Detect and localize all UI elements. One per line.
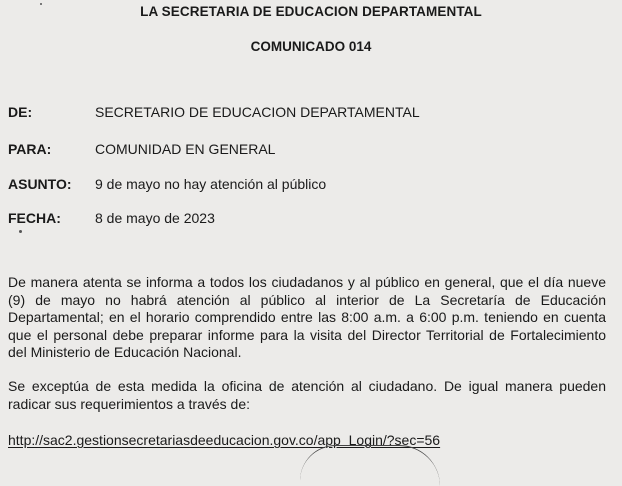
from-value: SECRETARIO DE EDUCACION DEPARTAMENTAL [95, 104, 420, 120]
subject-label: ASUNTO: [8, 176, 72, 192]
from-label: DE: [8, 104, 33, 120]
signature-mark [300, 445, 440, 486]
scan-speck [19, 230, 22, 233]
body-paragraph-1: De manera atenta se informa a todos los ciudadanos y al público en general, que el día nueve (9) de mayo no habrá atención al público al interior de La Secretaría de Educación Departamental; en el horario comprendido entre las 8:00 a.m. a 6:00 p.m. teniendo en cuenta que el personal debe preparar informe para la visita del Director Territorial de Fortalecimiento del Ministerio de Educación Nacional. [8, 274, 606, 360]
date-value: 8 de mayo de 2023 [95, 210, 215, 226]
body-paragraph-2: Se exceptúa de esta medida la oficina de atención al ciudadano. De igual manera pueden radicar sus requerimientos a través de: [8, 378, 606, 412]
requests-link[interactable]: http://sac2.gestionsecretariasdeeducacion.gov.co/app_Login/?sec=56 [8, 432, 441, 448]
to-value: COMUNIDAD EN GENERAL [95, 141, 276, 157]
scan-speck [40, 3, 42, 5]
document-title: LA SECRETARIA DE EDUCACION DEPARTAMENTAL [140, 4, 482, 19]
communique-number: COMUNICADO 014 [250, 39, 372, 54]
to-label: PARA: [8, 141, 52, 157]
subject-value: 9 de mayo no hay atención al público [95, 176, 327, 192]
date-label: FECHA: [8, 210, 61, 226]
